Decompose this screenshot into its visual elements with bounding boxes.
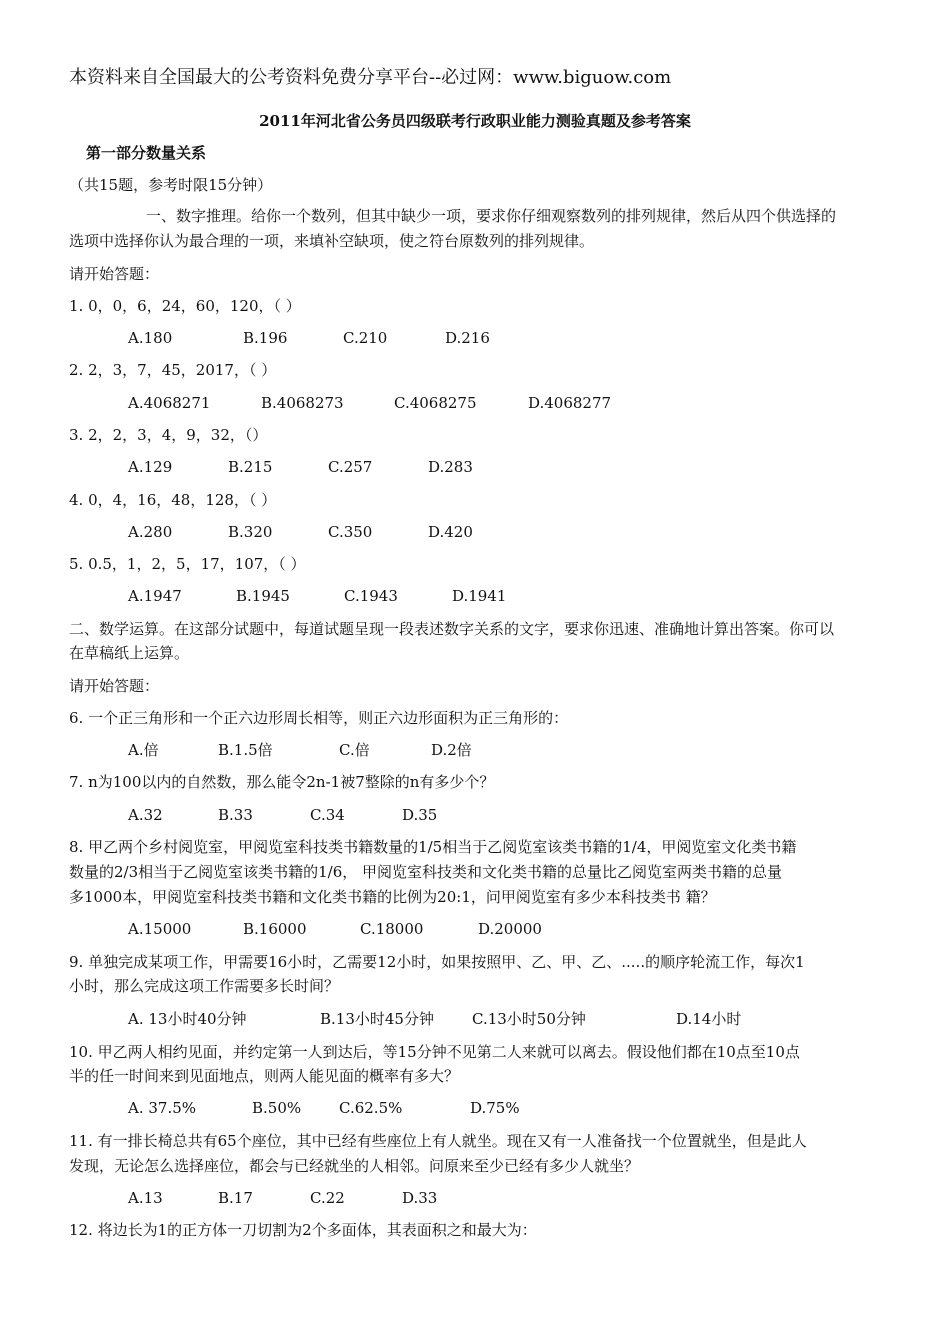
option: A.倍 — [128, 741, 159, 759]
option: B.33 — [218, 806, 253, 824]
option: C.4068275 — [394, 394, 477, 412]
option: D.2倍 — [431, 741, 472, 759]
part1-start-prompt: 请开始答题： — [69, 265, 160, 283]
option: C.34 — [310, 806, 345, 824]
part2-intro-line-2: 在草稿纸上运算。 — [69, 644, 190, 662]
option: B.320 — [228, 523, 273, 541]
option: D.20000 — [478, 920, 542, 938]
question-9-line-2: 小时，那么完成这项工作需要多长时间？ — [69, 977, 340, 995]
section-note: （共15题，参考时限15分钟） — [69, 176, 273, 194]
option: C.350 — [328, 523, 373, 541]
question-5: 5. 0.5，1，2，5，17，107，（ ） — [69, 555, 306, 573]
option: C.13小时50分钟 — [472, 1010, 586, 1028]
option: C.62.5% — [339, 1099, 403, 1117]
option: B.215 — [228, 458, 273, 476]
option: C.210 — [343, 329, 388, 347]
option: C.257 — [328, 458, 373, 476]
option: B.1945 — [236, 587, 290, 605]
page-title: 2011年河北省公务员四级联考行政职业能力测验真题及参考答案 — [259, 112, 691, 130]
option: B.1.5倍 — [218, 741, 273, 759]
option: A.4068271 — [128, 394, 211, 412]
question-8-line-3: 多1000本，甲阅览室科技类书籍和文化类书籍的比例为20:1，问甲阅览室有多少本科技类书 籍？ — [69, 888, 716, 906]
option: D.14小时 — [676, 1010, 742, 1028]
question-9-line-1: 9. 单独完成某项工作，甲需要16小时，乙需要12小时，如果按照甲、乙、甲、乙、.....的顺序轮流工作，每次1 — [69, 953, 805, 971]
question-10-line-1: 10. 甲乙两人相约见面，并约定第一人到达后，等15分钟不见第二人来就可以离去。假设他们都在10点至10点 — [69, 1043, 800, 1061]
option: C.18000 — [360, 920, 424, 938]
question-4: 4. 0，4，16，48，128，（ ） — [69, 491, 277, 509]
option: A.129 — [128, 458, 173, 476]
question-10-line-2: 半的任一时间来到见面地点，则两人能见面的概率有多大？ — [69, 1067, 460, 1085]
option: D.1941 — [452, 587, 507, 605]
option: A. 37.5% — [128, 1099, 197, 1117]
option: B.17 — [218, 1189, 253, 1207]
question-1: 1. 0，0，6，24，60，120，（ ） — [69, 297, 301, 315]
question-12: 12. 将边长为1的正方体一刀切割为2个多面体，其表面积之和最大为： — [69, 1221, 537, 1239]
option: C.倍 — [339, 741, 370, 759]
question-2: 2. 2，3，7，45，2017，（ ） — [69, 361, 277, 379]
option: D.420 — [428, 523, 473, 541]
part2-start-prompt: 请开始答题： — [69, 677, 160, 695]
option: A. 13小时40分钟 — [128, 1010, 247, 1028]
option: D.283 — [428, 458, 473, 476]
question-6: 6. 一个正三角形和一个正六边形周长相等，则正六边形面积为正三角形的： — [69, 709, 569, 727]
option: A.13 — [128, 1189, 163, 1207]
question-7: 7. n为100以内的自然数，那么能令2n-1被7整除的n有多少个？ — [69, 773, 495, 791]
option: A.32 — [128, 806, 163, 824]
option: D.33 — [402, 1189, 438, 1207]
option: D.75% — [470, 1099, 520, 1117]
option: C.1943 — [344, 587, 398, 605]
question-8-line-2: 数量的2/3相当于乙阅览室该类书籍的1/6， 甲阅览室科技类和文化类书籍的总量比乙阅览室两类书籍的总量 — [69, 863, 783, 881]
option: A.1947 — [128, 587, 182, 605]
option: D.216 — [445, 329, 490, 347]
option: D.35 — [402, 806, 438, 824]
question-3: 3. 2，2，3，4，9，32，（） — [69, 426, 268, 444]
option: C.22 — [310, 1189, 345, 1207]
section-title: 第一部分数量关系 — [86, 144, 207, 162]
option: A.15000 — [128, 920, 192, 938]
part1-intro-line-1: 一、数字推理。给你一个数列，但其中缺少一项，要求你仔细观察数列的排列规律，然后从四个供选择的 — [146, 207, 837, 225]
source-header: 本资料来自全国最大的公考资料免费分享平台--必过网：www.biguow.com — [69, 67, 672, 88]
option: B.50% — [252, 1099, 302, 1117]
option: A.180 — [128, 329, 173, 347]
option: B.196 — [243, 329, 288, 347]
option: A.280 — [128, 523, 173, 541]
option: B.13小时45分钟 — [320, 1010, 434, 1028]
question-11-line-1: 11. 有一排长椅总共有65个座位，其中已经有些座位上有人就坐。现在又有一人准备找一个位置就坐，但是此人 — [69, 1132, 807, 1150]
part2-intro-line-1: 二、数学运算。在这部分试题中，每道试题呈现一段表述数字关系的文字，要求你迅速、准确地计算出答案。你可以 — [69, 620, 835, 638]
option: B.16000 — [243, 920, 307, 938]
question-8-line-1: 8. 甲乙两个乡村阅览室，甲阅览室科技类书籍数量的1/5相当于乙阅览室该类书籍的1/4，甲阅览室文化类书籍 — [69, 838, 797, 856]
option: B.4068273 — [261, 394, 344, 412]
option: D.4068277 — [528, 394, 612, 412]
question-11-line-2: 发现，无论怎么选择座位，都会与已经就坐的人相邻。问原来至少已经有多少人就坐？ — [69, 1157, 640, 1175]
part1-intro-line-2: 选项中选择你认为最合理的一项，来填补空缺项，使之符台原数列的排列规律。 — [69, 232, 595, 250]
